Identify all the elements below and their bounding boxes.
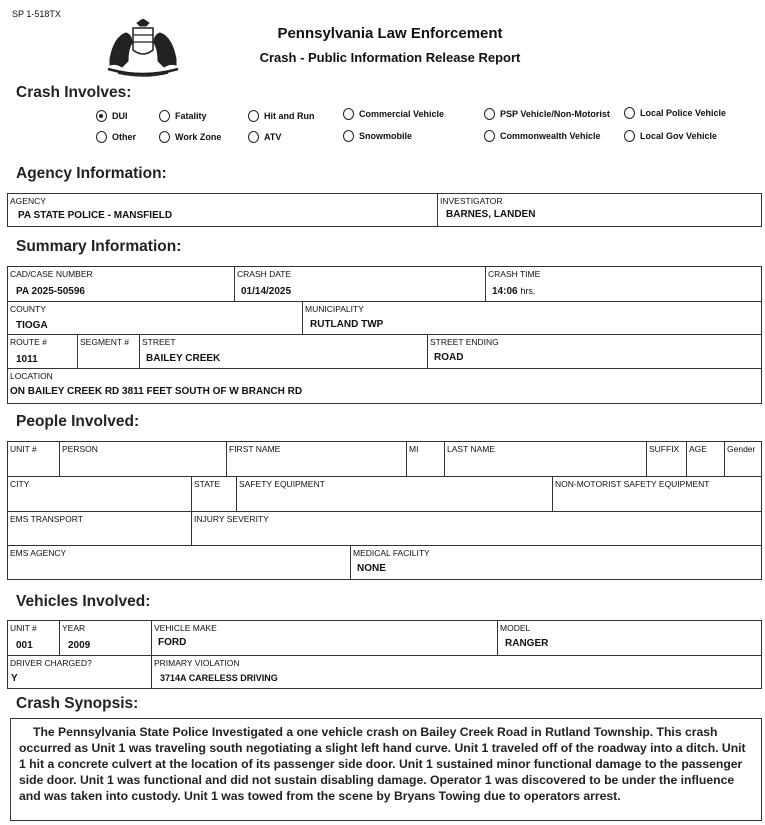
radio-empty-icon [343, 130, 354, 142]
segment-cell: SEGMENT # [78, 335, 140, 369]
agency-value: PA STATE POLICE - MANSFIELD [18, 210, 173, 221]
agency-heading: Agency Information: [16, 165, 167, 182]
suffix-cell: SUFFIX [647, 442, 687, 477]
location-cell: LOCATION ON BAILEY CREEK RD 3811 FEET SOUTH OF W BRANCH RD [10, 371, 303, 397]
medical-facility-cell: MEDICAL FACILITY NONE [353, 548, 430, 574]
investigator-label: INVESTIGATOR [440, 196, 503, 206]
investigator-value: BARNES, LANDEN [446, 209, 536, 220]
street-ending-value: ROAD [434, 352, 464, 363]
case-number-value: PA 2025-50596 [16, 286, 85, 297]
county-value: TIOGA [16, 320, 48, 331]
checkbox-snowmobile[interactable]: Snowmobile [343, 130, 412, 142]
vehicles-table [7, 620, 762, 689]
vehicle-make-value: FORD [158, 637, 187, 648]
crash-time-value: 14:06 [492, 286, 518, 297]
agency-table [7, 193, 762, 227]
radio-empty-icon [484, 108, 495, 120]
location-value: ON BAILEY CREEK RD 3811 FEET SOUTH OF W BRANCH RD [10, 386, 303, 397]
report-title: Pennsylvania Law Enforcement [277, 25, 503, 42]
city-cell: CITY [8, 477, 192, 512]
vehicle-model-cell: MODEL RANGER [498, 621, 761, 656]
state-cell: STATE [192, 477, 237, 512]
radio-empty-icon [343, 108, 354, 120]
municipality-cell: MUNICIPALITY RUTLAND TWP [303, 302, 761, 335]
crash-date-value: 01/14/2025 [241, 286, 292, 297]
synopsis-text: The Pennsylvania State Police Investigated a one vehicle crash on Bailey Creek Road in Rutland Township. This crash occurred as Unit 1 was traveling south negotiating a slight left hand curve. Unit 1 traveled off of the roadway into a ditch. Unit 1 hit a concrete culvert at the location of its passenger side door. Unit 1 sustained minor functional damage to the passenger side door. Unit 1 was functional and did not sustain disabling damage. Operator 1 was discovered to be under the influence and was taken into custody. Unit 1 was towed from the scene by Bryans Towing due to operators arrest. [10, 718, 762, 821]
last-name-cell: LAST NAME [445, 442, 647, 477]
radio-empty-icon [624, 130, 635, 142]
summary-heading: Summary Information: [16, 238, 182, 255]
radio-empty-icon [248, 110, 259, 122]
report-subtitle: Crash - Public Information Release Report [259, 50, 521, 65]
people-heading: People Involved: [16, 413, 140, 430]
vehicles-heading: Vehicles Involved: [16, 593, 151, 610]
crash-time-unit: hrs. [520, 286, 536, 296]
case-number-cell: CAD/CASE NUMBER PA 2025-50596 [8, 267, 235, 302]
people-table [7, 441, 762, 580]
nonmotorist-safety-cell: NON-MOTORIST SAFETY EQUIPMENT [553, 477, 761, 512]
street-cell: STREET BAILEY CREEK [140, 335, 428, 369]
radio-empty-icon [624, 107, 635, 119]
primary-violation-cell: PRIMARY VIOLATION 3714A CARELESS DRIVING [154, 658, 278, 683]
radio-empty-icon [96, 131, 107, 143]
investigator-cell [438, 194, 761, 226]
vehicle-model-value: RANGER [505, 638, 549, 649]
checkbox-psp-vehicle[interactable]: PSP Vehicle/Non-Motorist [484, 108, 610, 120]
checkbox-fatality[interactable]: Fatality [159, 110, 207, 122]
age-cell: AGE [687, 442, 725, 477]
checkbox-local-gov-vehicle[interactable]: Local Gov Vehicle [624, 130, 717, 142]
radio-checked-icon [96, 110, 107, 122]
driver-charged-cell: DRIVER CHARGED? Y [8, 656, 152, 688]
driver-charged-value: Y [11, 673, 18, 684]
checkbox-commercial-vehicle[interactable]: Commercial Vehicle [343, 108, 444, 120]
person-unit-cell: UNIT # [8, 442, 60, 477]
street-value: BAILEY CREEK [146, 353, 221, 364]
ems-transport-cell: EMS TRANSPORT [8, 512, 192, 546]
county-cell: COUNTY TIOGA [8, 302, 303, 335]
vehicle-unit-cell: UNIT # 001 [8, 621, 60, 656]
checkbox-hit-and-run[interactable]: Hit and Run [248, 110, 315, 122]
checkbox-commonwealth-vehicle[interactable]: Commonwealth Vehicle [484, 130, 601, 142]
street-ending-cell: STREET ENDING ROAD [428, 335, 761, 369]
form-number: SP 1-518TX [12, 9, 61, 19]
first-name-cell: FIRST NAME [227, 442, 407, 477]
safety-equipment-cell: SAFETY EQUIPMENT [237, 477, 553, 512]
vehicle-make-cell: VEHICLE MAKE FORD [152, 621, 498, 656]
medical-facility-value: NONE [357, 563, 386, 574]
ems-agency-cell: EMS AGENCY [8, 546, 351, 579]
vehicle-year-value: 2009 [68, 640, 91, 651]
municipality-value: RUTLAND TWP [310, 319, 384, 330]
agency-cell [8, 194, 438, 226]
checkbox-other[interactable]: Other [96, 131, 136, 143]
person-cell: PERSON [60, 442, 227, 477]
primary-violation-value: 3714A CARELESS DRIVING [160, 673, 278, 683]
vehicle-unit-value: 001 [16, 640, 33, 651]
radio-empty-icon [159, 131, 170, 143]
checkbox-work-zone[interactable]: Work Zone [159, 131, 221, 143]
injury-severity-cell: INJURY SEVERITY [192, 512, 761, 546]
synopsis-heading: Crash Synopsis: [16, 695, 139, 712]
vehicle-year-cell: YEAR 2009 [60, 621, 152, 656]
checkbox-local-police-vehicle[interactable]: Local Police Vehicle [624, 107, 726, 119]
mi-cell: MI [407, 442, 445, 477]
radio-empty-icon [248, 131, 259, 143]
pennsylvania-seal-icon [104, 19, 182, 79]
crash-time-cell: CRASH TIME 14:06 hrs. [486, 267, 761, 302]
crash-involves-heading: Crash Involves: [16, 84, 132, 101]
route-cell: ROUTE # 1011 [8, 335, 78, 369]
crash-date-cell: CRASH DATE 01/14/2025 [235, 267, 486, 302]
agency-label: AGENCY [10, 196, 46, 206]
radio-empty-icon [159, 110, 170, 122]
route-value: 1011 [16, 354, 38, 365]
gender-cell: Gender [725, 442, 761, 477]
summary-table [7, 266, 762, 404]
checkbox-atv[interactable]: ATV [248, 131, 281, 143]
checkbox-dui[interactable]: DUI [96, 110, 128, 122]
radio-empty-icon [484, 130, 495, 142]
